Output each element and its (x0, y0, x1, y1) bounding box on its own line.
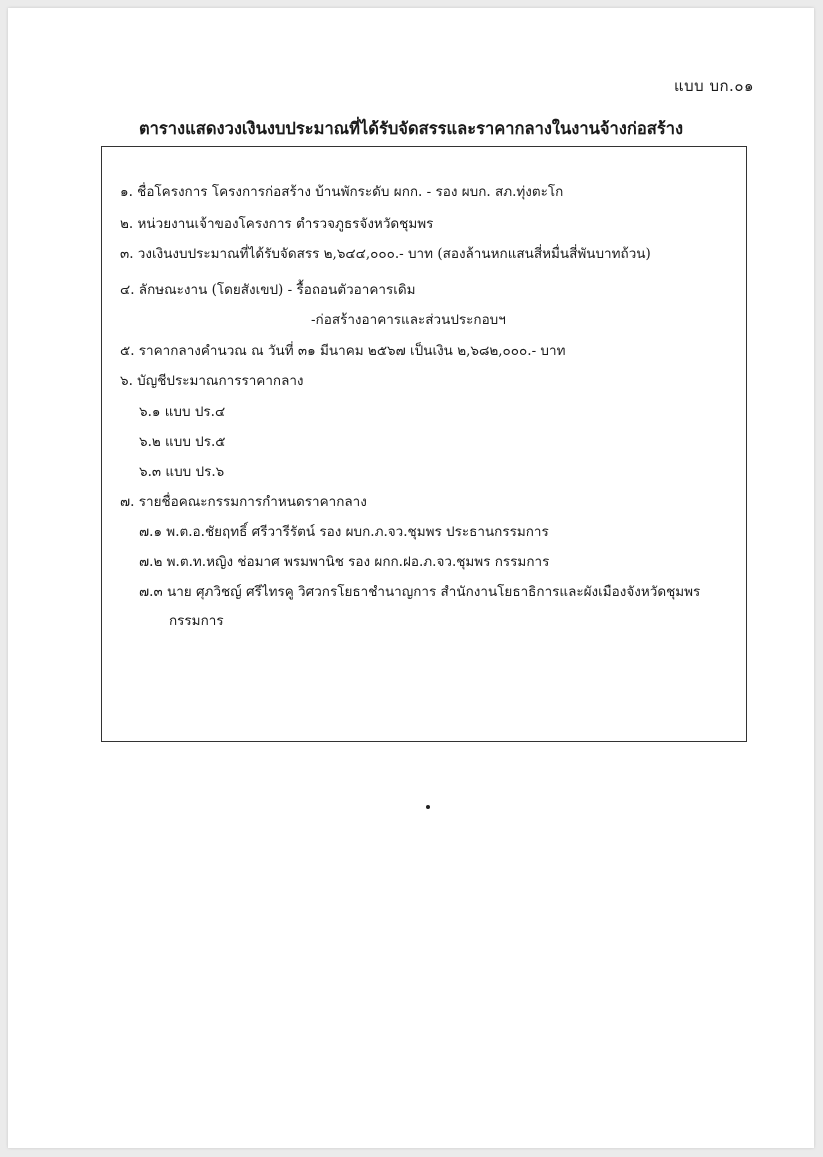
median-price: ๕. ราคากลางคำนวณ ณ วันที่ ๓๑ มีนาคม ๒๕๖๗ เป็นเงิน ๒,๖๘๒,๐๐๐.- บาท (120, 343, 566, 359)
form-por-4: ๖.๑ แบบ ปร.๔ (139, 404, 226, 420)
committee-member-2: ๗.๒ พ.ต.ท.หญิง ช่อมาศ พรมพานิช รอง ผกก.ฝอ.ภ.จว.ชุมพร กรรมการ (139, 554, 550, 570)
form-code: แบบ บก.๐๑ (673, 77, 754, 95)
committee-member-3-role: กรรมการ (169, 613, 224, 629)
committee-heading: ๗. รายชื่อคณะกรรมการกำหนดราคากลาง (120, 494, 367, 510)
project-name: ๑. ชื่อโครงการ โครงการก่อสร้าง บ้านพักระดับ ผกก. - รอง ผบก. สภ.ทุ่งตะโก (120, 184, 564, 200)
form-por-6: ๖.๓ แบบ ปร.๖ (139, 464, 225, 480)
work-description: ๔. ลักษณะงาน (โดยสังเขป) - รื้อถอนตัวอาคารเดิม (120, 282, 416, 298)
work-description-continued: -ก่อสร้างอาคารและส่วนประกอบฯ (311, 312, 506, 328)
document-page (8, 8, 814, 1148)
owner-agency: ๒. หน่วยงานเจ้าของโครงการ ตำรวจภูธรจังหวัดชุมพร (120, 216, 434, 232)
committee-member-3: ๗.๓ นาย ศุภวิชญ์ ศรีไทรคู วิศวกรโยธาชำนาญการ สำนักงานโยธาธิการและผังเมืองจังหวัดชุมพร (139, 584, 701, 600)
content-frame (101, 146, 747, 742)
committee-member-1: ๗.๑ พ.ต.อ.ชัยฤทธิ์ ศรีวารีรัตน์ รอง ผบก.ภ.จว.ชุมพร ประธานกรรมการ (139, 524, 549, 540)
document-title: ตารางแสดงวงเงินงบประมาณที่ได้รับจัดสรรและราคากลางในงานจ้างก่อสร้าง (138, 119, 684, 138)
form-por-5: ๖.๒ แบบ ปร.๕ (139, 434, 226, 450)
stray-mark (426, 805, 430, 809)
cost-estimate-list: ๖. บัญชีประมาณการราคากลาง (120, 373, 304, 389)
budget-amount: ๓. วงเงินงบประมาณที่ได้รับจัดสรร ๒,๖๔๔,๐๐๐.- บาท (สองล้านหกแสนสี่หมื่นสี่พันบาทถ้วน) (120, 246, 651, 262)
